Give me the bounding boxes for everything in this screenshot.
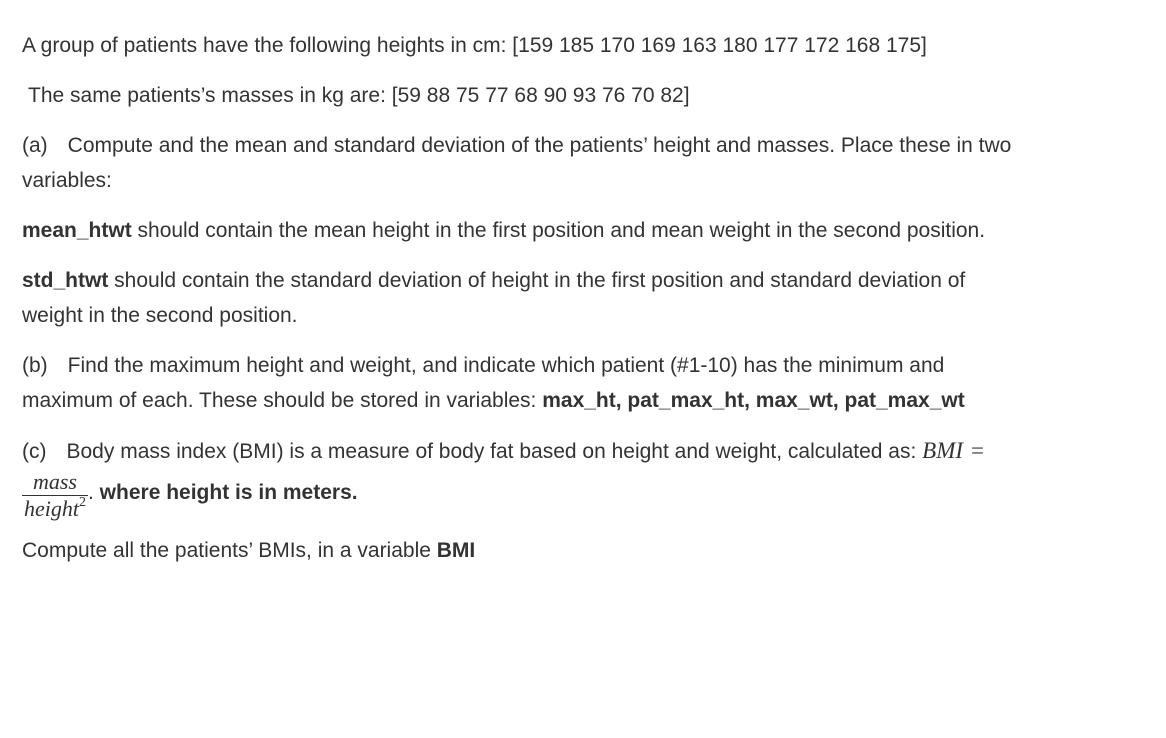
part-b-variables: max_ht, pat_max_ht, max_wt, pat_max_wt xyxy=(542,389,965,412)
bmi-formula-equals: = xyxy=(971,438,984,463)
bmi-formula-denominator xyxy=(22,496,88,520)
heights-paragraph xyxy=(22,28,1012,63)
bmi-formula-numerator: mass xyxy=(22,471,88,496)
masses-paragraph xyxy=(22,78,1012,113)
part-a-label: (a) xyxy=(22,134,48,157)
std-htwt-description: should contain the standard deviation of height in the first position and standard deviation of weight in the second position. xyxy=(22,269,966,327)
bmi-formula-denominator-base: height xyxy=(24,496,79,521)
heights-text: A group of patients have the following heights in cm: [159 185 170 169 163 180 177 172 168 175] xyxy=(22,34,927,57)
part-c-paragraph xyxy=(22,433,1012,521)
compute-bmi-variable: BMI xyxy=(436,539,476,562)
mean-htwt-paragraph xyxy=(22,213,1012,248)
bmi-formula-note: where height is in meters. xyxy=(93,481,358,505)
std-htwt-variable: std_htwt xyxy=(22,269,109,292)
masses-text: The same patients’s masses in kg are: [59 88 75 77 68 90 93 76 70 82] xyxy=(28,84,690,107)
bmi-formula-exponent: 2 xyxy=(79,494,86,510)
bmi-formula-fraction xyxy=(22,471,88,520)
part-c-text: Body mass index (BMI) is a measure of body fat based on height and weight, calculated as: xyxy=(66,440,923,463)
compute-bmi-paragraph xyxy=(22,533,1012,568)
problem-content xyxy=(22,28,1012,583)
mean-htwt-variable: mean_htwt xyxy=(22,219,132,242)
compute-bmi-text: Compute all the patients’ BMIs, in a variable xyxy=(22,539,437,562)
bmi-formula-lhs: BMI xyxy=(922,438,964,463)
part-a-text: Compute and the mean and standard deviation of the patients’ height and masses. Place these in two variables: xyxy=(22,134,1012,192)
part-a-paragraph xyxy=(22,128,1012,198)
part-b-paragraph xyxy=(22,348,1012,418)
bmi-formula-period: . xyxy=(88,481,94,505)
part-b-label: (b) xyxy=(22,354,48,377)
mean-htwt-description: should contain the mean height in the first position and mean weight in the second position. xyxy=(131,219,986,242)
part-c-label: (c) xyxy=(22,440,47,463)
part-b-text: Find the maximum height and weight, and indicate which patient (#1-10) has the minimum and maximum of each. These should be stored in variables: xyxy=(22,354,945,412)
std-htwt-paragraph xyxy=(22,263,1012,333)
